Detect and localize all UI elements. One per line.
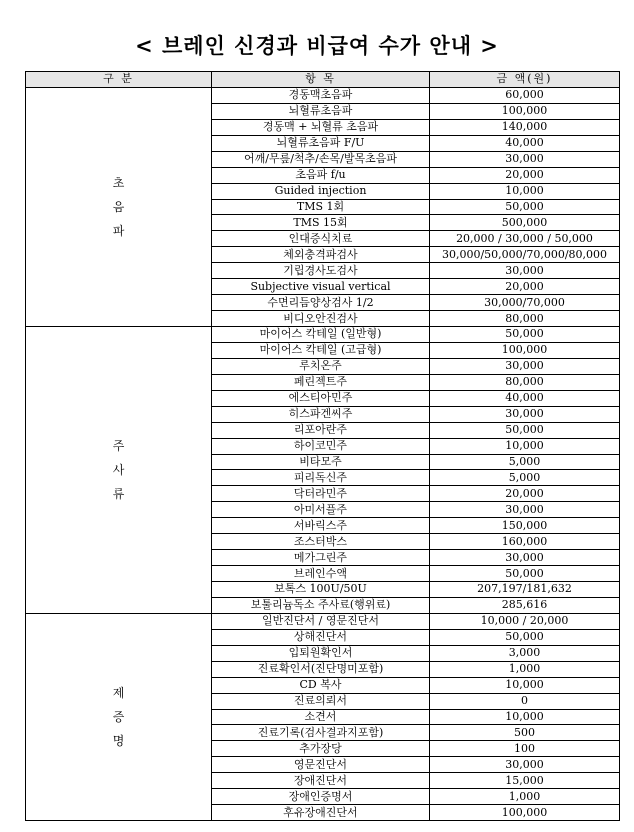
item-cell: 장애진단서 — [212, 773, 430, 789]
category-label-char: 사 — [112, 462, 125, 477]
amount-cell: 1,000 — [430, 789, 620, 805]
amount-cell: 500 — [430, 725, 620, 741]
amount-cell: 20,000 / 30,000 / 50,000 — [430, 231, 620, 247]
amount-cell: 150,000 — [430, 518, 620, 534]
item-cell: 진료기록(검사결과지포함) — [212, 725, 430, 741]
amount-cell: 10,000 — [430, 438, 620, 454]
item-cell: 초음파 f/u — [212, 167, 430, 183]
item-cell: 마이어스 칵테일 (일반형) — [212, 327, 430, 343]
category-cell — [26, 613, 212, 820]
item-cell: 일반진단서 / 영문진단서 — [212, 613, 430, 629]
item-cell: 진료확인서(진단명미포함) — [212, 661, 430, 677]
category-label-char: 증 — [112, 709, 125, 724]
amount-cell: 50,000 — [430, 199, 620, 215]
table-row — [26, 327, 620, 343]
item-cell: 브레인수액 — [212, 566, 430, 582]
amount-cell: 100 — [430, 741, 620, 757]
item-cell: Subjective visual vertical — [212, 279, 430, 295]
amount-cell: 30,000 — [430, 757, 620, 773]
item-cell: 마이어스 칵테일 (고급형) — [212, 342, 430, 358]
table-header-row — [26, 72, 620, 88]
amount-cell: 40,000 — [430, 390, 620, 406]
item-cell: 어깨/무릎/척추/손목/발목초음파 — [212, 151, 430, 167]
item-cell: 닥터라민주 — [212, 486, 430, 502]
item-cell: 경동맥초음파 — [212, 87, 430, 103]
category-label-char: 제 — [112, 685, 125, 700]
amount-cell: 140,000 — [430, 119, 620, 135]
category-label-char: 초 — [112, 175, 125, 190]
category-label-char: 주 — [112, 438, 125, 453]
item-cell: 영문진단서 — [212, 757, 430, 773]
amount-cell: 50,000 — [430, 566, 620, 582]
item-cell: 아미서플주 — [212, 502, 430, 518]
header-amount: 금 액(원) — [430, 72, 620, 88]
amount-cell: 5,000 — [430, 454, 620, 470]
amount-cell: 30,000/50,000/70,000/80,000 — [430, 247, 620, 263]
table-row — [26, 613, 620, 629]
amount-cell: 10,000 — [430, 183, 620, 199]
amount-cell: 20,000 — [430, 486, 620, 502]
item-cell: TMS 1회 — [212, 199, 430, 215]
amount-cell: 50,000 — [430, 327, 620, 343]
amount-cell: 50,000 — [430, 422, 620, 438]
category-label-char: 명 — [112, 733, 125, 748]
amount-cell: 30,000 — [430, 151, 620, 167]
header-category: 구 분 — [26, 72, 212, 88]
amount-cell: 50,000 — [430, 629, 620, 645]
category-label — [112, 171, 126, 243]
item-cell: 메가그린주 — [212, 550, 430, 566]
amount-cell: 20,000 — [430, 167, 620, 183]
page-title: < 브레인 신경과 비급여 수가 안내 > — [135, 33, 499, 58]
category-label-char: 파 — [112, 223, 125, 238]
item-cell: 추가장당 — [212, 741, 430, 757]
item-cell: 비타모주 — [212, 454, 430, 470]
amount-cell: 100,000 — [430, 805, 620, 821]
amount-cell: 30,000/70,000 — [430, 295, 620, 311]
amount-cell: 30,000 — [430, 406, 620, 422]
amount-cell: 3,000 — [430, 645, 620, 661]
amount-cell: 30,000 — [430, 358, 620, 374]
amount-cell: 40,000 — [430, 135, 620, 151]
item-cell: 수면리듬양상검사 1/2 — [212, 295, 430, 311]
amount-cell: 80,000 — [430, 374, 620, 390]
item-cell: 서바릭스주 — [212, 518, 430, 534]
item-cell: 진료의뢰서 — [212, 693, 430, 709]
category-label-char: 음 — [112, 199, 125, 214]
header-item: 항 목 — [212, 72, 430, 88]
amount-cell: 20,000 — [430, 279, 620, 295]
category-cell — [26, 327, 212, 614]
item-cell: 하이코민주 — [212, 438, 430, 454]
item-cell: 보툴리늄독소 주사료(행위료) — [212, 597, 430, 613]
amount-cell: 500,000 — [430, 215, 620, 231]
amount-cell: 30,000 — [430, 263, 620, 279]
amount-cell: 207,197/181,632 — [430, 582, 620, 598]
amount-cell: 30,000 — [430, 502, 620, 518]
amount-cell: 0 — [430, 693, 620, 709]
item-cell: 리포아란주 — [212, 422, 430, 438]
item-cell: 입퇴원확인서 — [212, 645, 430, 661]
item-cell: 히스파겐씨주 — [212, 406, 430, 422]
category-cell — [26, 87, 212, 326]
amount-cell: 100,000 — [430, 103, 620, 119]
amount-cell: 30,000 — [430, 550, 620, 566]
fee-table — [25, 71, 620, 821]
amount-cell: 160,000 — [430, 534, 620, 550]
amount-cell: 15,000 — [430, 773, 620, 789]
item-cell: 비디오안진검사 — [212, 311, 430, 327]
category-label-char: 류 — [112, 486, 125, 501]
fee-table-body — [26, 87, 620, 820]
amount-cell: 60,000 — [430, 87, 620, 103]
category-label — [112, 434, 126, 506]
category-label — [112, 681, 126, 753]
amount-cell: 80,000 — [430, 311, 620, 327]
amount-cell: 10,000 — [430, 677, 620, 693]
amount-cell: 100,000 — [430, 342, 620, 358]
amount-cell: 285,616 — [430, 597, 620, 613]
item-cell: 인대증식치료 — [212, 231, 430, 247]
amount-cell: 10,000 / 20,000 — [430, 613, 620, 629]
item-cell: 조스터박스 — [212, 534, 430, 550]
amount-cell: 1,000 — [430, 661, 620, 677]
item-cell: 체외충격파검사 — [212, 247, 430, 263]
item-cell: 루치온주 — [212, 358, 430, 374]
item-cell: 보톡스 100U/50U — [212, 582, 430, 598]
item-cell: 페린젝트주 — [212, 374, 430, 390]
item-cell: 소견서 — [212, 709, 430, 725]
item-cell: 장애인증명서 — [212, 789, 430, 805]
item-cell: TMS 15회 — [212, 215, 430, 231]
amount-cell: 10,000 — [430, 709, 620, 725]
item-cell: 에스티아민주 — [212, 390, 430, 406]
item-cell: 후유장애진단서 — [212, 805, 430, 821]
item-cell: 기립경사도검사 — [212, 263, 430, 279]
item-cell: 상해진단서 — [212, 629, 430, 645]
amount-cell: 5,000 — [430, 470, 620, 486]
item-cell: 피리독신주 — [212, 470, 430, 486]
item-cell: Guided injection — [212, 183, 430, 199]
item-cell: 뇌혈류초음파 — [212, 103, 430, 119]
item-cell: 경동맥 + 뇌혈류 초음파 — [212, 119, 430, 135]
item-cell: CD 복사 — [212, 677, 430, 693]
table-row — [26, 87, 620, 103]
item-cell: 뇌혈류초음파 F/U — [212, 135, 430, 151]
